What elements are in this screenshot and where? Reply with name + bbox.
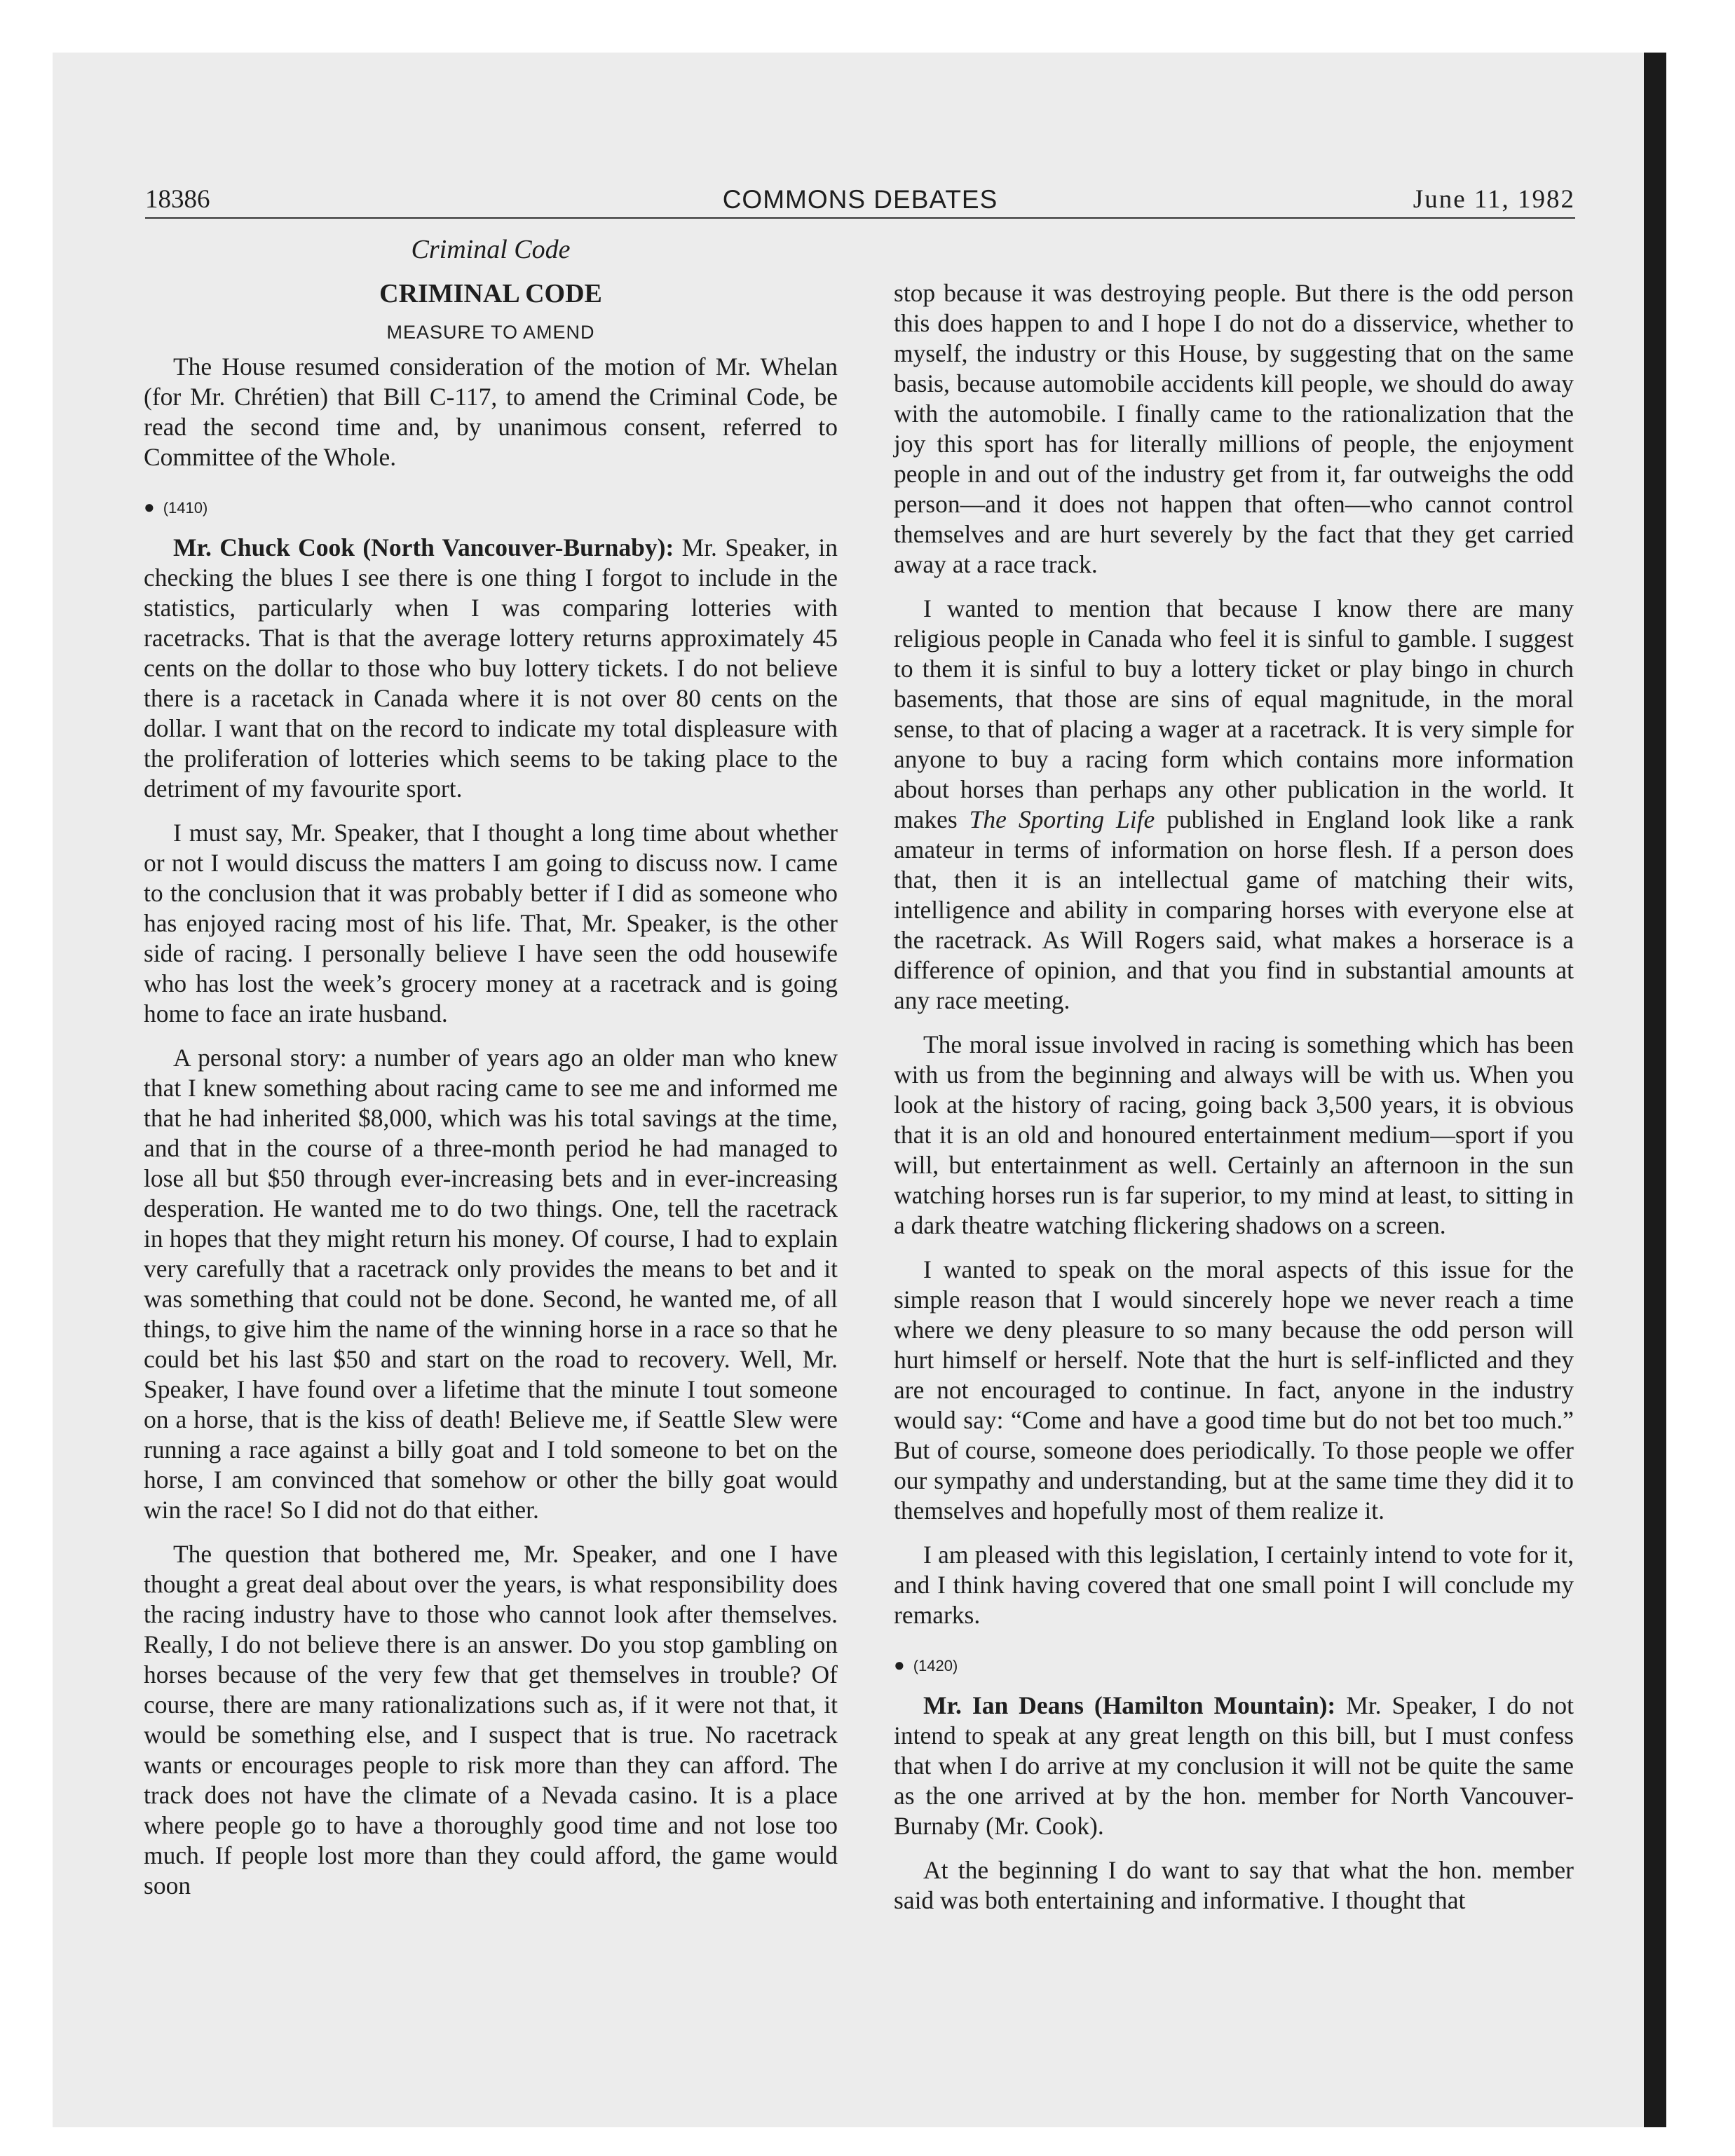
bullet-icon: ●: [894, 1654, 905, 1675]
publication-title: COMMONS DEBATES: [722, 185, 998, 214]
page-number: 18386: [145, 185, 210, 214]
bullet-icon: ●: [144, 496, 155, 517]
deans-paragraph-1: Mr. Ian Deans (Hamilton Mountain): Mr. Speaker, I do not intend to speak at any great length on this bill, but I must confess that when I do arrive at my conclusion it will not be quite the same as the one arrived at by the hon. member for North Vancouver-Burnaby (Mr. Cook).: [894, 1691, 1574, 1840]
cook-paragraph-2: I must say, Mr. Speaker, that I thought a long time about whether or not I would discuss the matters I am going to discuss now. I came to the conclusion that it was probably better if I did as someone who has enjoyed racing most of his life. That, Mr. Speaker, is the other side of racing. I personally believe I have seen the odd housewife who has lost the week’s grocery money at a racetrack and is going home to face an irate husband.: [144, 819, 838, 1028]
cook-paragraph-1: Mr. Chuck Cook (North Vancouver-Burnaby): Mr. Speaker, in checking the blues I see there is one thing I forgot to include in the statistics, particularly when I was comparing lotteries with racetracks. That is that the average lottery returns approximately 45 cents on the dollar to those who buy lottery tickets. I do not believe there is a racetack in Canada where it is not over 80 cents on the dollar. I want that on the record to indicate my total displeasure with the proliferation of lotteries which seems to be taking place to the detriment of my favourite sport.: [144, 533, 838, 803]
section-subtitle: MEASURE TO AMEND: [386, 322, 595, 343]
cook-paragraph-3: A personal story: a number of years ago an older man who knew that I knew something about racing came to see me and informed me that he had inherited $8,000, which was his total savings at the time, and that in the course of a three-month period he had managed to lose all but $50 through ever-increasing bets and in ever-increasing desperation. He wanted me to do two things. One, tell the racetrack in hopes that they might return his money. Of course, I had to explain very carefully that a racetrack only provides the means to bet and it was something that could not be done. Second, he wanted me, of all things, to give him the name of the winning horse in a race so that he could bet his last $50 and start on the road to recovery. Well, Mr. Speaker, I have found over a lifetime that the minute I tout someone on a horse, that is the kiss of death! Believe me, if Seattle Slew were running a race against a billy goat and I told someone to bet on the horse, I am convinced that somehow or other the billy goat would win the race! So I did not do that either.: [144, 1044, 838, 1524]
issue-date: June 11, 1982: [1413, 185, 1575, 214]
intro-paragraph: The House resumed consideration of the motion of Mr. Whelan (for Mr. Chrétien) that Bill C-117, to amend the Criminal Code, be read the second time and, by unanimous consent, referred to Committee of the Whole.: [144, 353, 838, 471]
speaker-name-cook: Mr. Chuck Cook (North Vancouver-Burnaby):: [173, 533, 674, 561]
deans-paragraph-2: At the beginning I do want to say that what the hon. member said was both entertaining and informative. I thought that: [894, 1856, 1574, 1914]
scan-edge-shadow: [1644, 53, 1666, 2127]
header-rule: [145, 217, 1575, 219]
section-runner: Criminal Code: [411, 235, 571, 264]
left-column: [144, 352, 838, 1901]
cook-paragraph-9: I am pleased with this legislation, I certainly intend to vote for it, and I think having covered that one small point I will conclude my remarks.: [894, 1541, 1574, 1629]
cook-paragraph-5: stop because it was destroying people. But there is the odd person this does happen to and I hope I do not do a disservice, whether to myself, the industry or this House, by suggesting that on the same basis, because automobile accidents kill people, we should do away with the automobile. I finally came to the rationalization that the joy this sport has for literally millions of people, the enjoyment people in and out of the industry get from it, far outweighs the odd person—and it does not happen that often—who cannot control themselves and are hurt severely by the fact that they get carried away at a race track.: [894, 279, 1574, 578]
cook-paragraph-7: The moral issue involved in racing is something which has been with us from the beginning and always will be with us. When you look at the history of racing, going back 3,500 years, it is obvious that it is an old and honoured entertainment medium—sport if you will, but entertainment as well. Certainly an afternoon in the sun watching horses run is far superior, to my mind at least, to sitting in a dark theatre watching flickering shadows on a screen.: [894, 1030, 1574, 1239]
timestamp-1410: ● (1410): [144, 496, 208, 517]
cook-paragraph-8: I wanted to speak on the moral aspects of this issue for the simple reason that I would sincerely hope we never reach a time where we deny pleasure to so many because the odd person will hurt himself or herself. Note that the hurt is self-inflicted and they are not encouraged to continue. In fact, anyone in the industry would say: “Come and have a good time but do not bet too much.” But of course, someone does periodically. To those people we offer our sympathy and understanding, but at the same time they did it to themselves and hopefully most of them realize it.: [894, 1255, 1574, 1524]
publication-name: The Sporting Life: [969, 805, 1155, 833]
right-column: [894, 278, 1574, 1916]
section-title: CRIMINAL CODE: [379, 279, 602, 308]
running-header: [145, 184, 1575, 216]
cook-paragraph-4: The question that bothered me, Mr. Speaker, and one I have thought a great deal about over the years, is what responsibility does the racing industry have to those who cannot look after themselves. Really, I do not believe there is an answer. Do you stop gambling on horses because of the very few that get themselves in trouble? Of course, there are many rationalizations such as, if it were not that, it would be something else, and I suspect that is true. No racetrack wants or encourages people to risk more than they can afford. The track does not have the climate of a Nevada casino. It is a place where people go to have a thoroughly good time and not lose too much. If people lost more than they could afford, the game would soon: [144, 1540, 838, 1899]
speaker-name-deans: Mr. Ian Deans (Hamilton Mountain):: [923, 1691, 1336, 1719]
timestamp-1420: ● (1420): [894, 1654, 958, 1675]
cook-paragraph-6: I wanted to mention that because I know there are many religious people in Canada who feel it is sinful to gamble. I suggest to them it is sinful to buy a lottery ticket or play bingo in church basements, that those are sins of equal magnitude, in the moral sense, to that of placing a wager at a racetrack. It is very simple for anyone to buy a racing form which contains more information about horses than perhaps any other publication in the world. It makes The Sporting Life published in England look like a rank amateur in terms of information on horse flesh. If a person does that, then it is an intellectual game of matching their wits, intelligence and ability in comparing horses with everyone else at the racetrack. As Will Rogers said, what makes a horserace is a difference of opinion, and that you find in substantial amounts at any race meeting.: [894, 594, 1574, 1014]
